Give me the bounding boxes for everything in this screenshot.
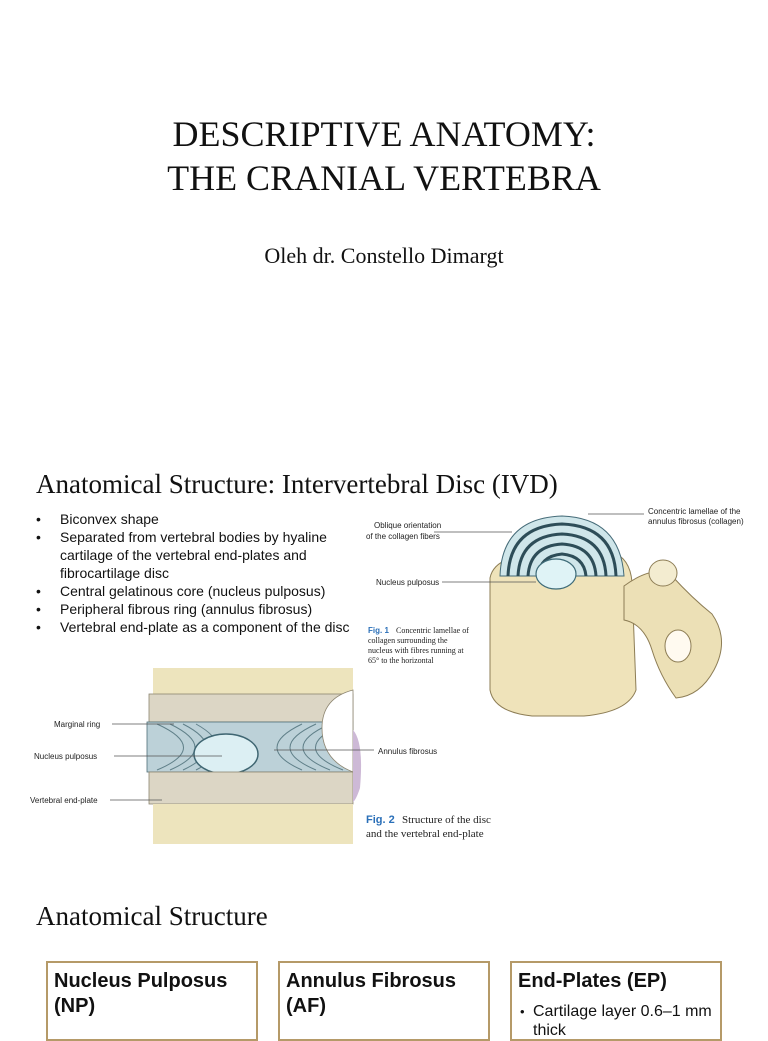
list-item: • Biconvex shape [36,510,352,528]
posterior-ligament-shape [353,730,361,802]
section-title-structure: Anatomical Structure [36,901,268,931]
card-title: End-Plates (EP) [518,970,667,992]
card-end-plates [510,961,722,1041]
label-annulus: Annulus fibrosus [378,747,438,756]
title-line-1: DESCRIPTIVE ANATOMY: [172,114,596,154]
upper-vertebra-shape [153,668,353,694]
section-title-ivd: Anatomical Structure: Intervertebral Disc (IVD) [36,469,558,499]
list-item: • Peripheral fibrous ring (annulus fibrosus) [36,600,352,618]
fig2-caption-line-1: Structure of the disc [402,814,491,826]
label-concentric-2: annulus fibrosus (collagen) [648,517,744,526]
upper-endplate-shape [149,694,353,722]
list-item: • Central gelatinous core (nucleus pulposus) [36,582,352,600]
list-item: • Separated from vertebral bodies by hyaline cartilage of the vertebral end-plates and fibrocartilage disc [36,528,352,582]
figure-2-disc-section [22,668,512,844]
author-line: Oleh dr. Constello Dimargt [264,243,504,268]
nucleus-shape-fig2 [194,734,258,774]
label-oblique-2: of the collagen fibers [366,532,440,541]
label-nucleus-fig1: Nucleus pulposus [376,578,440,587]
vertebral-foramen-shape [665,630,691,662]
fig1-caption-line-1: Concentric lamellae of [396,626,469,635]
card-title: Nucleus Pulposus (NP) [54,970,228,1017]
fig1-caption-number: Fig. 1 [368,626,389,635]
list-item: • Cartilage layer 0.6–1 mm thick [518,1002,714,1040]
label-concentric-1: Concentric lamellae of the [648,507,741,516]
fig1-caption-line-4: 65° to the horizontal [368,656,434,665]
slide-title [0,112,768,200]
nucleus-pulposus-shape [536,559,576,589]
ivd-bullet-list [36,510,352,636]
title-line-2: THE CRANIAL VERTEBRA [167,158,601,198]
lower-vertebra-shape [153,804,353,844]
list-item: • Vertebral end-plate as a component of the disc [36,618,352,636]
fig1-caption-line-3: nucleus with fibres running at [368,646,464,655]
figure-2-illustration [22,668,512,844]
arch-process-shape [649,560,677,586]
label-endplate: Vertebral end-plate [30,796,98,805]
fig1-caption-line-2: collagen surrounding the [368,636,448,645]
label-marginal-ring: Marginal ring [54,720,101,729]
card-annulus-fibrosus [278,961,490,1041]
label-nucleus-fig2: Nucleus pulposus [34,752,98,761]
fig2-caption-number: Fig. 2 [366,814,395,826]
card-nucleus-pulposus [46,961,258,1041]
lower-endplate-shape [149,772,353,804]
label-oblique-1: Oblique orientation [374,521,442,530]
card-title: Annulus Fibrosus (AF) [286,970,456,1017]
fig2-caption-line-2: and the vertebral end-plate [366,828,484,840]
card-item-list [518,1002,714,1040]
